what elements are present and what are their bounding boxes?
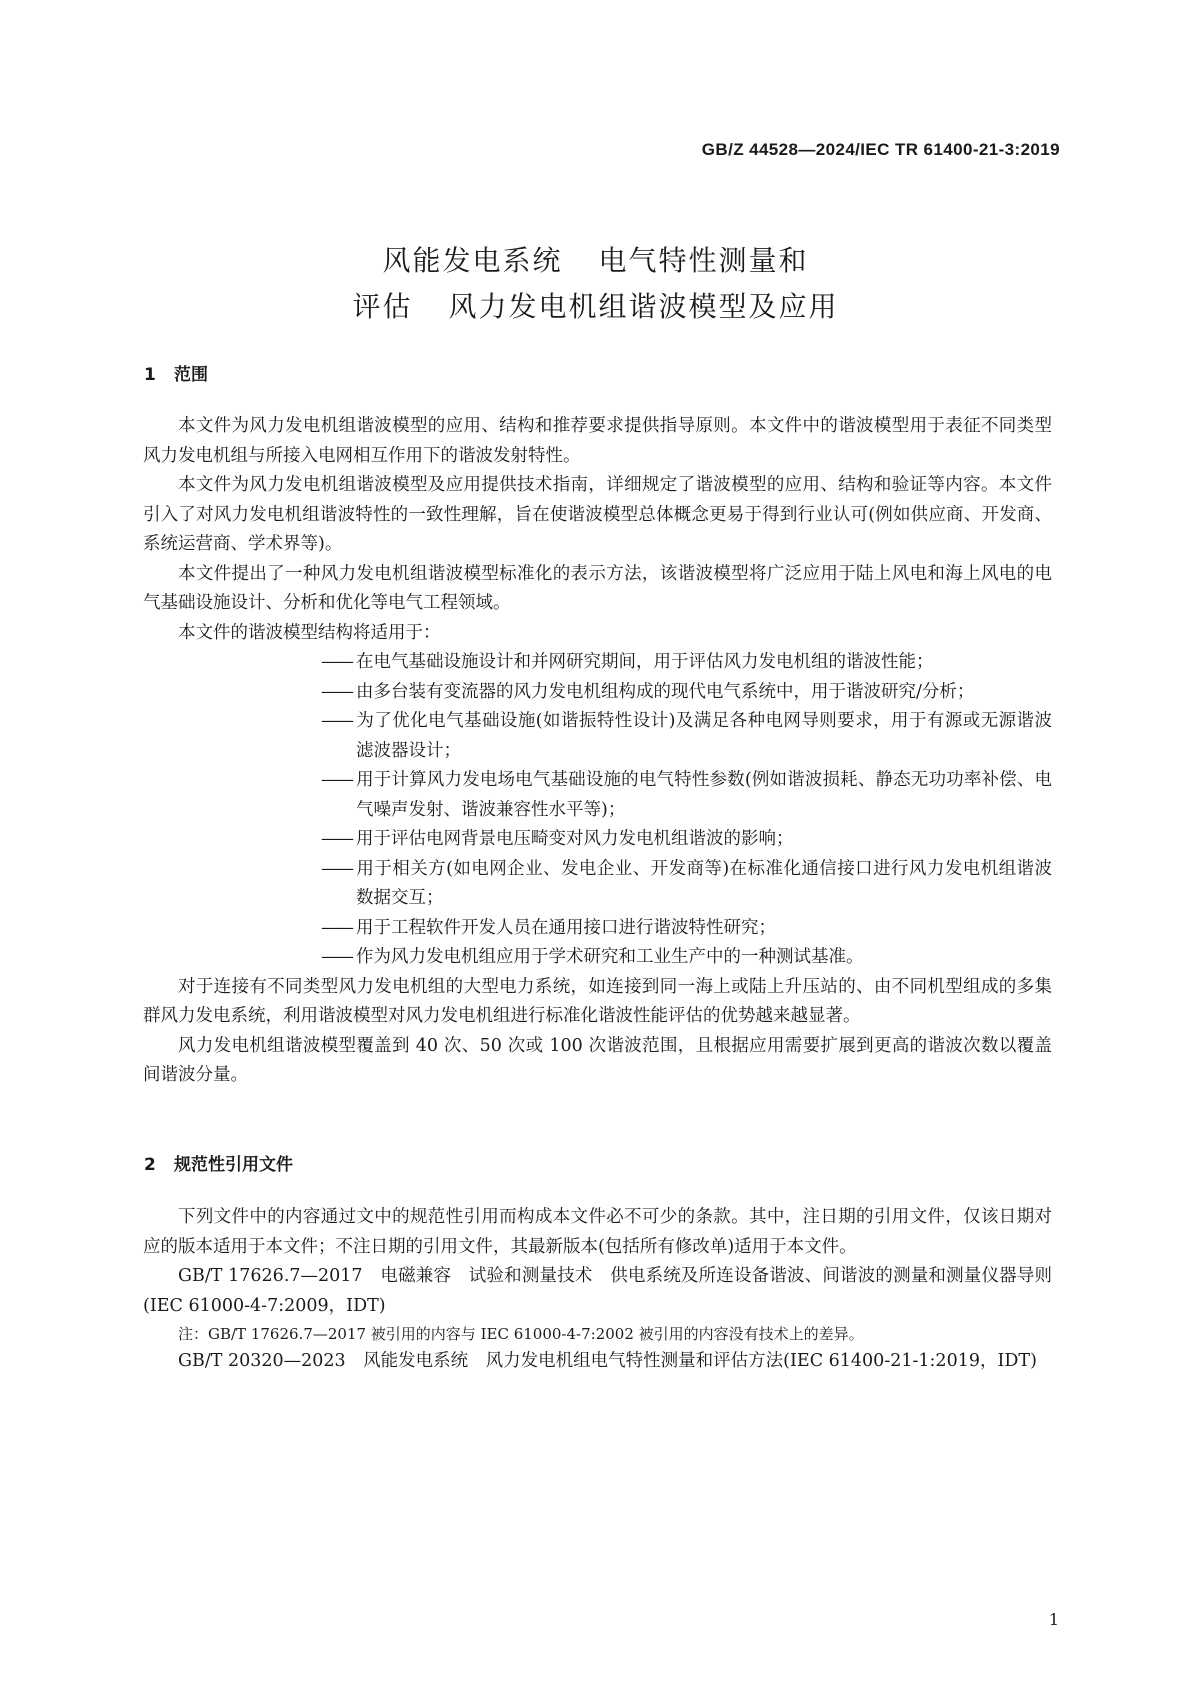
paragraph: 本文件提出了一种风力发电机组谐波模型标准化的表示方法，该谐波模型将广泛应用于陆上风电和海上风电的电气基础设施设计、分析和优化等电气工程领域。: [143, 563, 1052, 613]
list-item: —— 用于工程软件开发人员在通用接口进行谐波特性研究；: [321, 917, 776, 938]
reference-note: 注：GB/T 17626.7—2017 被引用的内容与 IEC 61000-4-7:2002 被引用的内容没有技术上的差异。: [178, 1325, 864, 1343]
list-item: —— 用于相关方(如电网企业、发电企业、开发商等)在标准化通信接口进行风力发电机组谐波数据交互；: [321, 858, 1052, 908]
list-item: —— 由多台装有变流器的风力发电机组构成的现代电气系统中，用于谐波研究/分析；: [321, 681, 975, 702]
section-2-body: [143, 1203, 1052, 1377]
paragraph: 风力发电机组谐波模型覆盖到 40 次、50 次或 100 次谐波范围，且根据应用需要扩展到更高的谐波次数以覆盖间谐波分量。: [143, 1035, 1052, 1085]
section-2-heading: 2 规范性引用文件: [144, 1155, 293, 1175]
list-item: —— 作为风力发电机组应用于学术研究和工业生产中的一种测试基准。: [321, 947, 864, 967]
section-1-body: [143, 412, 1052, 1091]
title-line-2: 评估 风力发电机组谐波模型及应用: [352, 290, 839, 323]
paragraph: 本文件为风力发电机组谐波模型的应用、结构和推荐要求提供指导原则。本文件中的谐波模型用于表征不同类型风力发电机组与所接入电网相互作用下的谐波发射特性。: [143, 416, 1052, 466]
standard-header: GB/Z 44528—2024/IEC TR 61400-21-3:2019: [701, 140, 1060, 159]
list-item: —— 在电气基础设施设计和并网研究期间，用于评估风力发电机组的谐波性能；: [321, 652, 934, 672]
paragraph: 本文件为风力发电机组谐波模型及应用提供技术指南，详细规定了谐波模型的应用、结构和验证等内容。本文件引入了对风力发电机组谐波特性的一致性理解，旨在使谐波模型总体概念更易于得到行业认可(例如供应商、开发商、系统运营商、学术界等)。: [143, 475, 1052, 554]
list-item: —— 用于计算风力发电场电气基础设施的电气特性参数(例如谐波损耗、静态无功功率补偿、电气噪声发射、谐波兼容性水平等)；: [321, 770, 1052, 820]
paragraph: 本文件的谐波模型结构将适用于：: [178, 622, 441, 643]
list-item: —— 用于评估电网背景电压畸变对风力发电机组谐波的影响；: [321, 829, 794, 849]
document-title: [0, 238, 1191, 330]
list-item: —— 为了优化电气基础设施(如谐振特性设计)及满足各种电网导则要求，用于有源或无源谐波滤波器设计；: [321, 711, 1052, 761]
paragraph: 下列文件中的内容通过文中的规范性引用而构成本文件必不可少的条款。其中，注日期的引用文件，仅该日期对应的版本适用于本文件；不注日期的引用文件，其最新版本(包括所有修改单)适用于本文件。: [143, 1207, 1052, 1257]
reference-entry: GB/T 20320—2023 风能发电系统 风力发电机组电气特性测量和评估方法(IEC 61400-21-1:2019，IDT): [178, 1351, 1037, 1371]
title-line-1: 风能发电系统 电气特性测量和: [382, 244, 809, 277]
paragraph: 对于连接有不同类型风力发电机组的大型电力系统，如连接到同一海上或陆上升压站的、由不同机型组成的多集群风力发电系统，利用谐波模型对风力发电机组进行标准化谐波性能评估的优势越来越显著。: [143, 976, 1052, 1026]
page-number: 1: [1048, 1610, 1059, 1629]
reference-entry: GB/T 17626.7—2017 电磁兼容 试验和测量技术 供电系统及所连设备谐波、间谐波的测量和测量仪器导则(IEC 61000-4-7:2009，IDT): [143, 1266, 1052, 1316]
section-1-heading: 1 范围: [144, 365, 208, 385]
